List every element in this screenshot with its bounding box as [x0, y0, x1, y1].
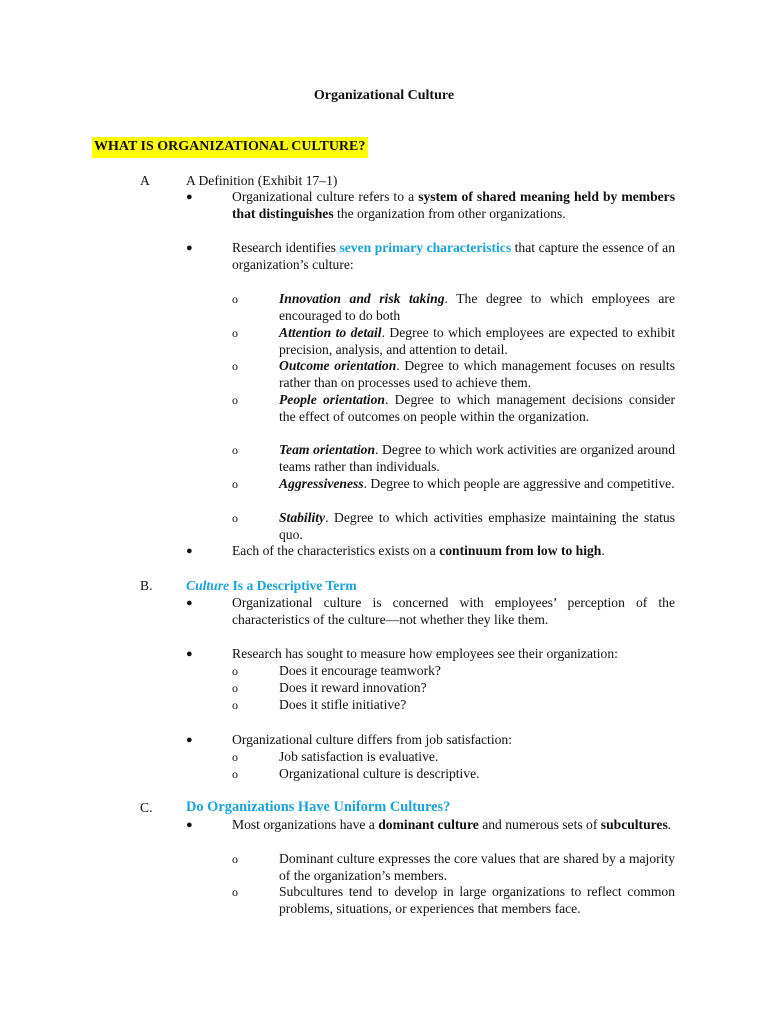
question-item: Does it reward innovation? [279, 680, 427, 695]
bold-run: continuum from low to high [439, 543, 602, 558]
sub-bullet-mark: o [232, 664, 238, 678]
characteristic-item [279, 510, 675, 544]
bullet-mark: ● [186, 819, 193, 831]
sub-bullet-mark: o [232, 393, 238, 407]
bold-run: dominant culture [378, 817, 479, 832]
characteristic-item [279, 392, 675, 426]
characteristic-desc: . Degree to which management focuses on results rather than on processes used to achieve them. [279, 358, 675, 390]
characteristic-term: Outcome orientation [279, 358, 397, 373]
characteristic-term: Aggressiveness [279, 476, 364, 491]
measure-text: Research has sought to measure how employees see their organization: [232, 646, 618, 661]
sub-bullet-mark: o [232, 767, 238, 781]
blue-emphasis: seven primary characteristics [339, 240, 512, 255]
characteristic-term: Team orientation [279, 442, 376, 457]
characteristic-desc: . Degree to which work activities are organized around teams rather than individuals. [279, 442, 675, 474]
sub-bullet-mark: o [232, 292, 238, 306]
bullet-mark: ● [186, 597, 193, 609]
text-run: . [601, 543, 605, 558]
characteristic-desc: . Degree to which people are aggressive and competitive. [363, 476, 675, 491]
characteristic-term: People orientation [279, 392, 385, 407]
subculture-item: Subcultures tend to develop in large organizations to reflect common problems, situations, or experiences that members face. [279, 884, 675, 916]
characteristic-item [279, 358, 675, 392]
definition-text [232, 189, 675, 223]
characteristic-desc: . The degree to which employees are encouraged to do both [279, 291, 675, 323]
subculture-item: Dominant culture expresses the core values that are shared by a majority of the organization’s members. [279, 851, 675, 883]
characteristic-desc: . Degree to which activities emphasize maintaining the status quo. [279, 510, 675, 542]
section-a-letter: A [140, 173, 150, 188]
research-text [232, 240, 675, 274]
perception-text: Organizational culture is concerned with employees’ perception of the characteristics of the culture—not whether they like them. [232, 595, 675, 627]
sub-bullet-mark: o [232, 443, 238, 457]
sub-bullet-mark: o [232, 681, 238, 695]
sub-bullet-mark: o [232, 852, 238, 866]
text-run: Most organizations have a [232, 817, 379, 832]
sub-bullet-mark: o [232, 698, 238, 712]
text-run: Each of the characteristics exists on a [232, 543, 440, 558]
page-title: Organizational Culture [313, 88, 455, 103]
difference-item: Job satisfaction is evaluative. [279, 749, 439, 764]
text-run: Research identifies [232, 240, 340, 255]
characteristic-term: Innovation and risk taking [279, 291, 445, 306]
bullet-mark: ● [186, 648, 193, 660]
sub-bullet-mark: o [232, 885, 238, 899]
bullet-mark: ● [186, 191, 193, 203]
section-b-letter: B. [140, 578, 153, 593]
text-run: the organization from other organizations. [333, 205, 566, 221]
section-c-letter: C. [140, 800, 153, 815]
continuum-text [232, 543, 675, 560]
characteristic-item [279, 442, 675, 476]
sub-bullet-mark: o [232, 326, 238, 340]
bold-run: system of shared meaning held by members that distinguishes [232, 189, 675, 221]
bold-run: subcultures [600, 817, 668, 832]
characteristic-item [279, 325, 675, 359]
sub-bullet-mark: o [232, 511, 238, 525]
section-b-heading [186, 577, 357, 594]
sub-bullet-mark: o [232, 359, 238, 373]
heading-italic: Culture [186, 578, 230, 593]
bullet-mark: ● [186, 734, 193, 746]
text-run: . [667, 817, 672, 832]
section-c-heading: Do Organizations Have Uniform Cultures? [186, 799, 451, 815]
section-a-heading: A Definition (Exhibit 17–1) [186, 173, 338, 188]
sub-bullet-mark: o [232, 750, 238, 764]
difference-item: Organizational culture is descriptive. [279, 766, 480, 781]
question-item: Does it encourage teamwork? [279, 663, 441, 678]
text-run: that capture the essence of an organization’s culture: [232, 240, 675, 272]
characteristic-term: Stability [279, 510, 326, 525]
text-run: Organizational culture refers to a [232, 189, 419, 204]
section-question-heading: WHAT IS ORGANIZATIONAL CULTURE? [92, 137, 368, 158]
text-run: and numerous sets of [478, 817, 601, 832]
bullet-mark: ● [186, 545, 193, 557]
characteristic-item [279, 476, 675, 493]
question-item: Does it stifle initiative? [279, 697, 407, 712]
bullet-mark: ● [186, 242, 193, 254]
sub-bullet-mark: o [232, 477, 238, 491]
characteristic-term: Attention to detail [279, 325, 382, 340]
satisfaction-text: Organizational culture differs from job satisfaction: [232, 732, 512, 747]
dominant-text [232, 817, 675, 834]
characteristic-desc: . Degree to which management decisions consider the effect of outcomes on people within the organization. [279, 392, 675, 424]
heading-rest: Is a Descriptive Term [229, 578, 357, 593]
characteristic-item [279, 291, 675, 325]
characteristic-desc: . Degree to which employees are expected to exhibit precision, analysis, and attention to detail. [279, 325, 676, 357]
